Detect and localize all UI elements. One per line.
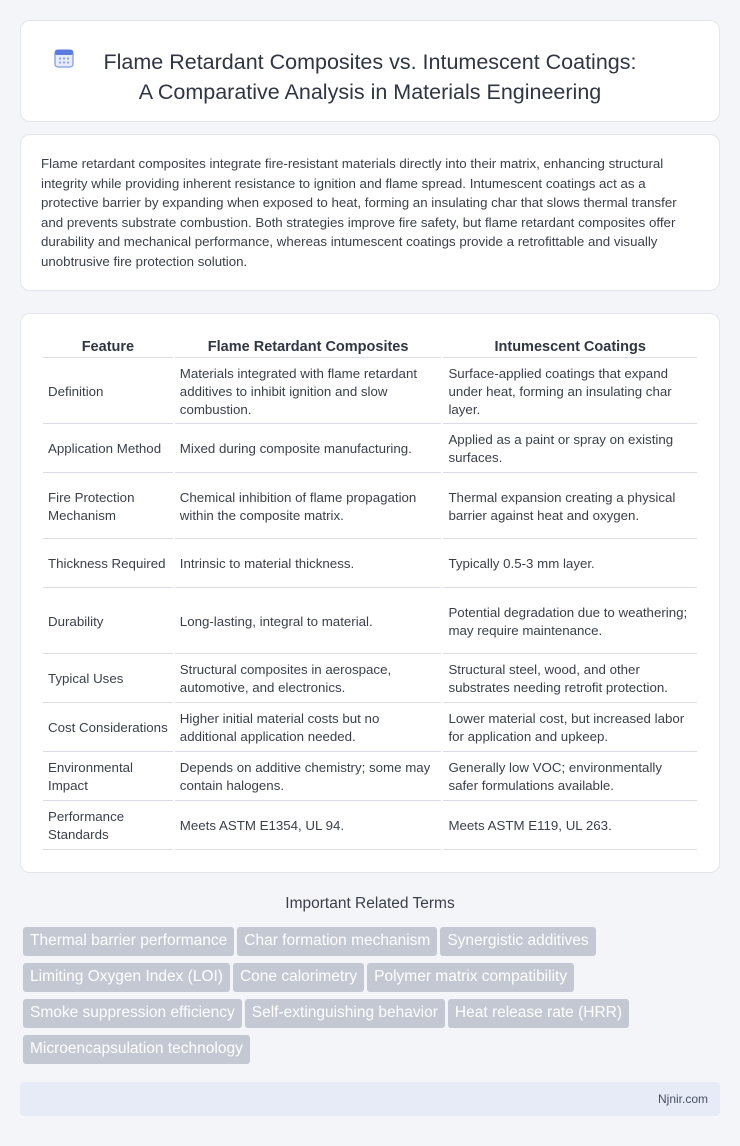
- title-line-1: Flame Retardant Composites vs. Intumescent Coatings:: [103, 50, 637, 74]
- term-tag[interactable]: Thermal barrier performance: [23, 927, 234, 956]
- composites-cell: Long-lasting, integral to material.: [175, 590, 442, 654]
- table-row: [43, 590, 697, 654]
- intro-paragraph: Flame retardant composites integrate fire-resistant materials directly into their matrix, enhancing structural integrity while providing inherent resistance to ignition and flame spread. Intumescent coatings act as a protective barrier by expanding when exposed to heat, forming an insulating char that slows thermal transfer and prevents substrate combustion. Both strategies improve fire safety, but flame retardant composites offer durability and mechanical performance, whereas intumescent coatings provide a retrofittable and visually unobtrusive fire protection solution.: [41, 156, 677, 269]
- feature-cell: Cost Considerations: [43, 705, 173, 752]
- table-row: [43, 475, 697, 539]
- column-header-composites: Flame Retardant Composites: [175, 336, 442, 358]
- composites-cell: Depends on additive chemistry; some may contain halogens.: [175, 754, 442, 801]
- term-tag[interactable]: Cone calorimetry: [233, 963, 364, 992]
- table-row: [43, 541, 697, 588]
- table-row: [43, 803, 697, 850]
- term-tag[interactable]: Smoke suppression efficiency: [23, 999, 242, 1028]
- feature-cell: Typical Uses: [43, 656, 173, 703]
- coatings-cell: Structural steel, wood, and other substrates needing retrofit protection.: [443, 656, 697, 703]
- term-tag[interactable]: Synergistic additives: [440, 927, 595, 956]
- header-card: [20, 20, 720, 122]
- term-tag[interactable]: Heat release rate (HRR): [448, 999, 629, 1028]
- composites-cell: Meets ASTM E1354, UL 94.: [175, 803, 442, 850]
- feature-cell: Performance Standards: [43, 803, 173, 850]
- composites-cell: Intrinsic to material thickness.: [175, 541, 442, 588]
- coatings-cell: Generally low VOC; environmentally safer formulations available.: [443, 754, 697, 801]
- table-row: [43, 656, 697, 703]
- related-terms-list: [23, 927, 723, 1071]
- term-tag[interactable]: Char formation mechanism: [237, 927, 437, 956]
- composites-cell: Chemical inhibition of flame propagation within the composite matrix.: [175, 475, 442, 539]
- footer: [20, 1082, 720, 1116]
- term-tag[interactable]: Polymer matrix compatibility: [367, 963, 574, 992]
- coatings-cell: Lower material cost, but increased labor for application and upkeep.: [443, 705, 697, 752]
- composites-cell: Mixed during composite manufacturing.: [175, 426, 442, 473]
- table-header-row: [43, 336, 697, 358]
- term-tag[interactable]: Limiting Oxygen Index (LOI): [23, 963, 230, 992]
- feature-cell: Environmental Impact: [43, 754, 173, 801]
- feature-cell: Fire Protection Mechanism: [43, 475, 173, 539]
- coatings-cell: Thermal expansion creating a physical barrier against heat and oxygen.: [443, 475, 697, 539]
- coatings-cell: Typically 0.5-3 mm layer.: [443, 541, 697, 588]
- term-tag[interactable]: Self-extinguishing behavior: [245, 999, 445, 1028]
- coatings-cell: Applied as a paint or spray on existing surfaces.: [443, 426, 697, 473]
- page-title: [21, 47, 719, 107]
- coatings-cell: Potential degradation due to weathering; may require maintenance.: [443, 590, 697, 654]
- comparison-card: [20, 313, 720, 873]
- table-row: [43, 360, 697, 424]
- related-terms-title: Important Related Terms: [285, 895, 455, 912]
- coatings-cell: Meets ASTM E119, UL 263.: [443, 803, 697, 850]
- feature-cell: Durability: [43, 590, 173, 654]
- composites-cell: Structural composites in aerospace, automotive, and electronics.: [175, 656, 442, 703]
- table-row: [43, 426, 697, 473]
- feature-cell: Thickness Required: [43, 541, 173, 588]
- feature-cell: Application Method: [43, 426, 173, 473]
- composites-cell: Materials integrated with flame retardant additives to inhibit ignition and slow combustion.: [175, 360, 442, 424]
- column-header-coatings: Intumescent Coatings: [443, 336, 697, 358]
- table-row: [43, 754, 697, 801]
- term-tag[interactable]: Microencapsulation technology: [23, 1035, 250, 1064]
- column-header-feature: Feature: [43, 336, 173, 358]
- title-line-2: A Comparative Analysis in Materials Engineering: [138, 80, 602, 104]
- composites-cell: Higher initial material costs but no additional application needed.: [175, 705, 442, 752]
- footer-site-link[interactable]: Njnir.com: [657, 1092, 708, 1106]
- intro-card: [20, 134, 720, 291]
- coatings-cell: Surface-applied coatings that expand under heat, forming an insulating char layer.: [443, 360, 697, 424]
- feature-cell: Definition: [43, 360, 173, 424]
- comparison-table: [41, 334, 699, 852]
- table-row: [43, 705, 697, 752]
